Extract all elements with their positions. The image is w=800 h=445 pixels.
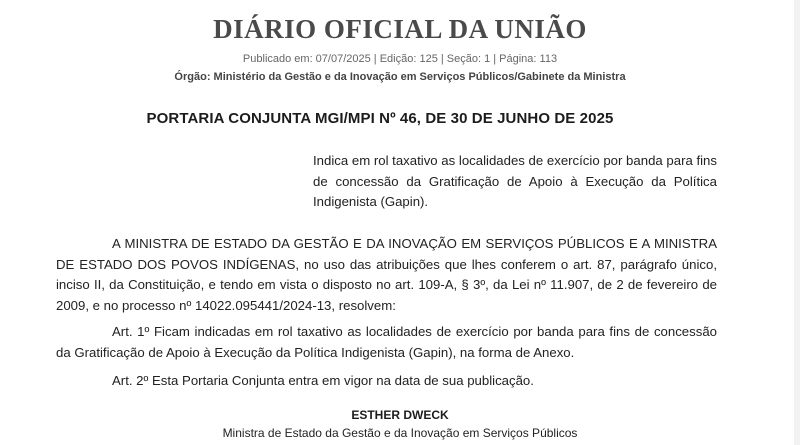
orgao-label: Órgão: bbox=[174, 71, 211, 83]
ementa: Indica em rol taxativo as localidades de exercício por banda para fins de concessão da Gratificação de Apoio à Execução da Política Indigenista (Gapin). bbox=[313, 153, 717, 209]
article-1: Art. 1º Ficam indicadas em rol taxativo as localidades de exercício por banda para fins de concessão da Gratificação de Apoio à Execução da Política Indigenista (Gapin), na forma de Anexo. bbox=[56, 324, 717, 360]
signature-role: Ministra de Estado da Gestão e da Inovação em Serviços Públicos bbox=[222, 426, 578, 440]
orgao-value: Ministério da Gestão e da Inovação em Serviços Públicos/Gabinete da Ministra bbox=[213, 71, 626, 83]
article-2: Art. 2º Esta Portaria Conjunta entra em vigor na data de sua publicação. bbox=[112, 373, 534, 388]
publication-meta: Publicado em: 07/07/2025 | Edição: 125 | Seção: 1 | Página: 113 bbox=[242, 53, 558, 65]
orgao-line bbox=[0, 71, 800, 83]
document-title: PORTARIA CONJUNTA MGI/MPI Nº 46, DE 30 DE JUNHO DE 2025 bbox=[146, 110, 614, 127]
preamble-paragraph: A MINISTRA DE ESTADO DA GESTÃO E DA INOVAÇÃO EM SERVIÇOS PÚBLICOS E A MINISTRA DE ESTADO DOS POVOS INDÍGENAS, no uso das atribuições que lhes conferem o art. 87, parágrafo único, inciso II, da Constituição, e tendo em vista o disposto no art. 109-A, § 3º, da Lei nº 11.907, de 2 de fevereiro de 2009, e no processo nº 14022.095441/2024-13, resolvem: bbox=[56, 236, 717, 313]
masthead-title: DIÁRIO OFICIAL DA UNIÃO bbox=[213, 14, 587, 44]
signature-name: ESTHER DWECK bbox=[351, 408, 449, 422]
vertical-scrollbar[interactable] bbox=[794, 0, 800, 445]
